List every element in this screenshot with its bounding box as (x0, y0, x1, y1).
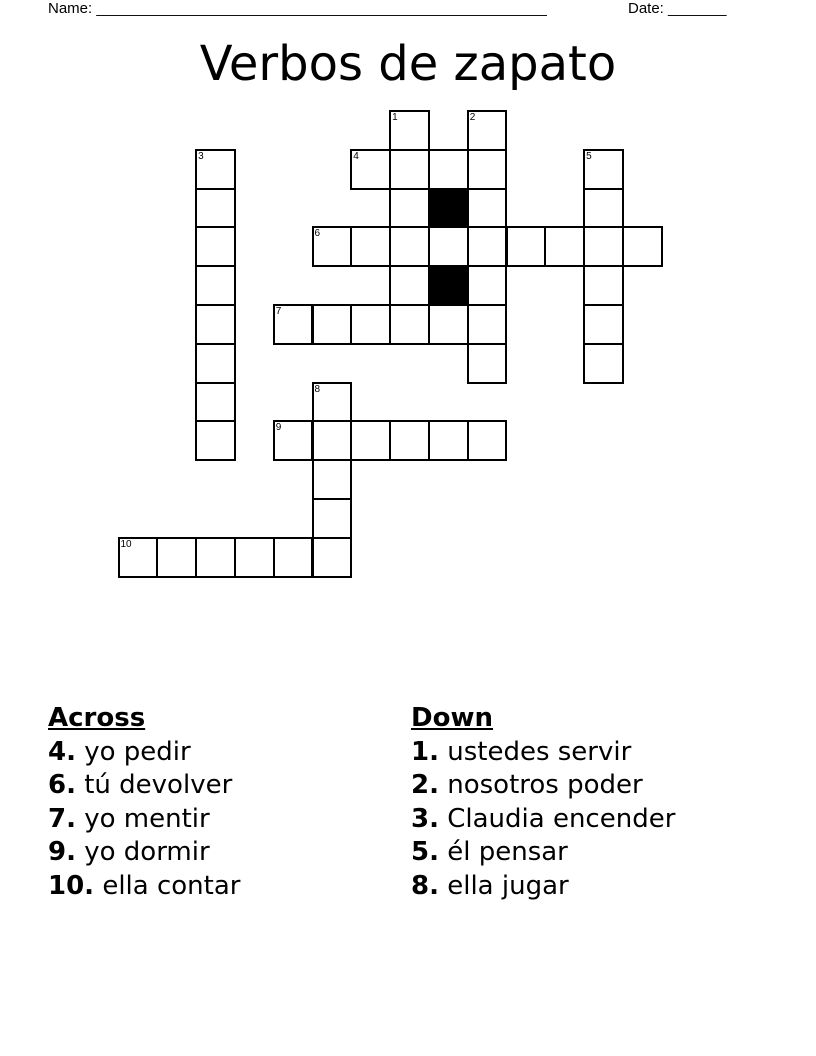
clue-number-label: 3 (198, 150, 204, 162)
clue-number-label: 6 (314, 228, 321, 240)
crossword-cell[interactable] (312, 537, 353, 578)
clue-text: ella contar (102, 870, 241, 901)
across-clue (48, 836, 240, 870)
black-square (428, 188, 469, 229)
crossword-cell[interactable] (544, 226, 585, 267)
crossword-cell[interactable] (467, 110, 508, 151)
clue-number: 1. (411, 736, 439, 767)
crossword-cell[interactable] (583, 265, 624, 306)
crossword-cell[interactable] (389, 110, 430, 151)
crossword-cell[interactable] (312, 498, 353, 539)
clue-number-label: 9 (275, 422, 282, 434)
across-clue (48, 870, 240, 904)
crossword-cell[interactable] (389, 265, 430, 306)
crossword-cell[interactable] (428, 420, 469, 461)
crossword-cell[interactable] (389, 304, 430, 345)
clue-text: ella jugar (447, 870, 569, 901)
clue-text: yo dormir (84, 837, 210, 867)
down-clue (411, 836, 675, 870)
crossword-cell[interactable] (312, 420, 353, 461)
clue-number-label: 5 (586, 150, 592, 162)
crossword-cell[interactable] (428, 304, 469, 345)
crossword-cell[interactable] (273, 537, 314, 578)
crossword-cell[interactable] (389, 188, 430, 229)
crossword-cell[interactable] (389, 420, 430, 461)
down-clue (411, 870, 675, 904)
crossword-cell[interactable] (467, 420, 508, 461)
clue-number: 4. (48, 736, 76, 767)
across-clues (48, 702, 240, 903)
crossword-cell[interactable] (312, 459, 353, 500)
clue-number: 6. (48, 770, 76, 800)
crossword-cell[interactable] (350, 149, 391, 190)
clue-text: Claudia encender (447, 803, 676, 834)
clue-text: él pensar (447, 837, 568, 867)
down-heading: Down (411, 703, 493, 733)
name-field[interactable]: Name: ______________________________________________________ (48, 0, 547, 17)
clue-number: 7. (48, 803, 76, 834)
crossword-cell[interactable] (622, 226, 663, 267)
crossword-cell[interactable] (467, 343, 508, 384)
clue-number-label: 8 (314, 383, 321, 395)
crossword-cell[interactable] (312, 226, 353, 267)
clue-number: 9. (48, 837, 76, 867)
clue-number-label: 4 (353, 150, 359, 162)
crossword-cell[interactable] (118, 537, 159, 578)
crossword-cell[interactable] (156, 537, 197, 578)
clue-number: 5. (411, 837, 439, 867)
across-heading: Across (48, 703, 146, 733)
clue-text: ustedes servir (447, 736, 632, 767)
crossword-cell[interactable] (195, 537, 236, 578)
clue-number: 3. (411, 803, 439, 834)
crossword-cell[interactable] (195, 265, 236, 306)
clue-number-label: 2 (469, 112, 476, 123)
crossword-cell[interactable] (467, 149, 508, 190)
crossword-cell[interactable] (389, 226, 430, 267)
crossword-cell[interactable] (350, 304, 391, 345)
crossword-cell[interactable] (467, 188, 508, 229)
crossword-cell[interactable] (583, 149, 624, 190)
clue-text: yo mentir (84, 803, 210, 834)
clue-number: 10. (48, 870, 95, 901)
across-clue (48, 803, 240, 837)
page-title: Verbos de zapato (199, 36, 617, 92)
crossword-cell[interactable] (389, 149, 430, 190)
crossword-cell[interactable] (273, 304, 314, 345)
clue-number-label: 10 (120, 538, 132, 550)
crossword-cell[interactable] (195, 420, 236, 461)
crossword-cell[interactable] (583, 304, 624, 345)
crossword-cell[interactable] (195, 343, 236, 384)
crossword-cell[interactable] (350, 420, 391, 461)
crossword-cell[interactable] (195, 226, 236, 267)
crossword-cell[interactable] (428, 226, 469, 267)
crossword-cell[interactable] (312, 304, 353, 345)
down-clue (411, 736, 675, 770)
crossword-cell[interactable] (195, 382, 236, 423)
clue-text: yo pedir (84, 736, 191, 767)
crossword-cell[interactable] (583, 226, 624, 267)
across-clue (48, 736, 240, 770)
clue-text: tú devolver (84, 770, 233, 800)
clue-number-label: 7 (275, 306, 282, 317)
crossword-cell[interactable] (467, 226, 508, 267)
crossword-cell[interactable] (467, 304, 508, 345)
clue-text: nosotros poder (447, 770, 643, 800)
down-clues (411, 702, 675, 903)
clue-number-label: 1 (392, 112, 398, 123)
crossword-cell[interactable] (195, 149, 236, 190)
crossword-cell[interactable] (312, 382, 353, 423)
crossword-cell[interactable] (467, 265, 508, 306)
down-clue (411, 803, 675, 837)
crossword-cell[interactable] (583, 188, 624, 229)
crossword-cell[interactable] (506, 226, 547, 267)
black-square (428, 265, 469, 306)
crossword-cell[interactable] (428, 149, 469, 190)
crossword-cell[interactable] (583, 343, 624, 384)
date-field[interactable]: Date: _______ (628, 0, 727, 17)
down-clue (411, 769, 675, 803)
crossword-cell[interactable] (234, 537, 275, 578)
crossword-cell[interactable] (350, 226, 391, 267)
crossword-cell[interactable] (273, 420, 314, 461)
crossword-cell[interactable] (195, 188, 236, 229)
clue-number: 2. (411, 770, 439, 800)
crossword-cell[interactable] (195, 304, 236, 345)
clue-number: 8. (411, 870, 439, 901)
across-clue (48, 769, 240, 803)
